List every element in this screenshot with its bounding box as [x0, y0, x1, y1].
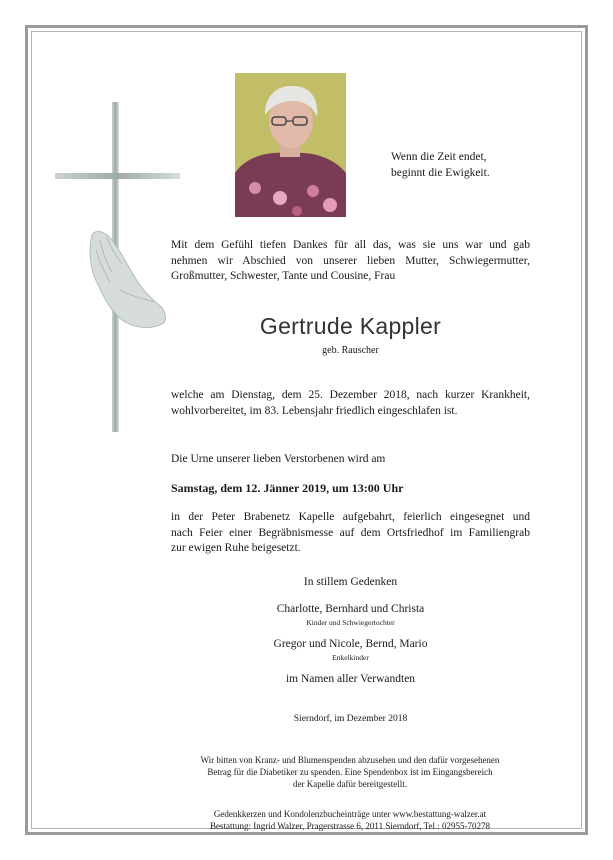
portrait-photo: [235, 73, 346, 217]
mourners-group-2: Gregor und Nicole, Bernd, Mario: [273, 638, 428, 650]
cross-with-praying-hands-icon: [50, 100, 185, 440]
funeral-home-footer: [150, 808, 550, 832]
mourners-heading: In stillem Gedenken: [303, 576, 398, 588]
death-line-1: welche am Dienstag, dem 25. Dezember 2018, nach kurzer Krankheit,: [171, 389, 530, 401]
ceremony-date: Samstag, dem 12. Jänner 2019, um 13:00 Uhr: [171, 481, 404, 495]
intro-line-2: nehmen wir Abschied von unserer lieben Mutter, Schwiegermutter,: [171, 254, 530, 267]
donation-note: [150, 754, 550, 790]
epigraph-line-1: Wenn die Zeit endet,: [391, 151, 487, 163]
donation-line-3: der Kapelle dafür bereitgestellt.: [293, 779, 407, 789]
ceremony-line-1: in der Peter Brabenetz Kapelle aufgebahrt, feierlich eingesegnet und: [171, 511, 530, 523]
death-paragraph: [171, 388, 530, 419]
urn-intro: Die Urne unserer lieben Verstorbenen wird am: [171, 453, 386, 465]
mourners-group-1: Charlotte, Bernhard und Christa: [276, 603, 425, 615]
donation-line-1: Wir bitten von Kranz- und Blumenspenden abzusehen und den dafür vorgesehenen: [200, 755, 500, 765]
epigraph: [391, 149, 551, 181]
epigraph-line-2: beginnt die Ewigkeit.: [391, 167, 490, 179]
deceased-name: Gertrude Kappler: [259, 313, 442, 339]
intro-line-1: Mit dem Gefühl tiefen Dankes für all das, was sie uns war und gab: [171, 239, 530, 251]
birth-name: geb. Rauscher: [322, 345, 379, 356]
footer-line-2: Bestattung: Ingrid Walzer, Pragerstrasse 6, 2011 Sierndorf, Tel.: 02955-70278: [209, 821, 491, 831]
mourners-closing: im Namen aller Verwandten: [285, 673, 416, 685]
intro-line-3: Großmutter, Schwester, Tante und Cousine, Frau: [171, 270, 396, 282]
mourners-group-2-role: Enkelkinder: [332, 653, 369, 662]
place-date: Sierndorf, im Dezember 2018: [293, 714, 408, 724]
donation-line-2: Betrag für die Diabetiker zu spenden. Eine Spendenbox ist im Eingangsbereich: [207, 767, 493, 777]
intro-paragraph: [171, 238, 530, 285]
death-line-2: wohlvorbereitet, im 83. Lebensjahr friedlich eingeschlafen ist.: [171, 404, 458, 417]
ceremony-line-2: nach Feier einer Begräbnismesse auf dem Ortsfriedhof im Familiengrab: [171, 526, 530, 539]
mourners-group-1-role: Kinder und Schwiegertochter: [306, 618, 395, 627]
ceremony-paragraph: [171, 510, 530, 557]
footer-line-1: Gedenkkerzen und Kondolenzbucheinträge unter www.bestattung-walzer.at: [213, 809, 487, 819]
ceremony-line-3: zur ewigen Ruhe beigesetzt.: [171, 542, 301, 554]
